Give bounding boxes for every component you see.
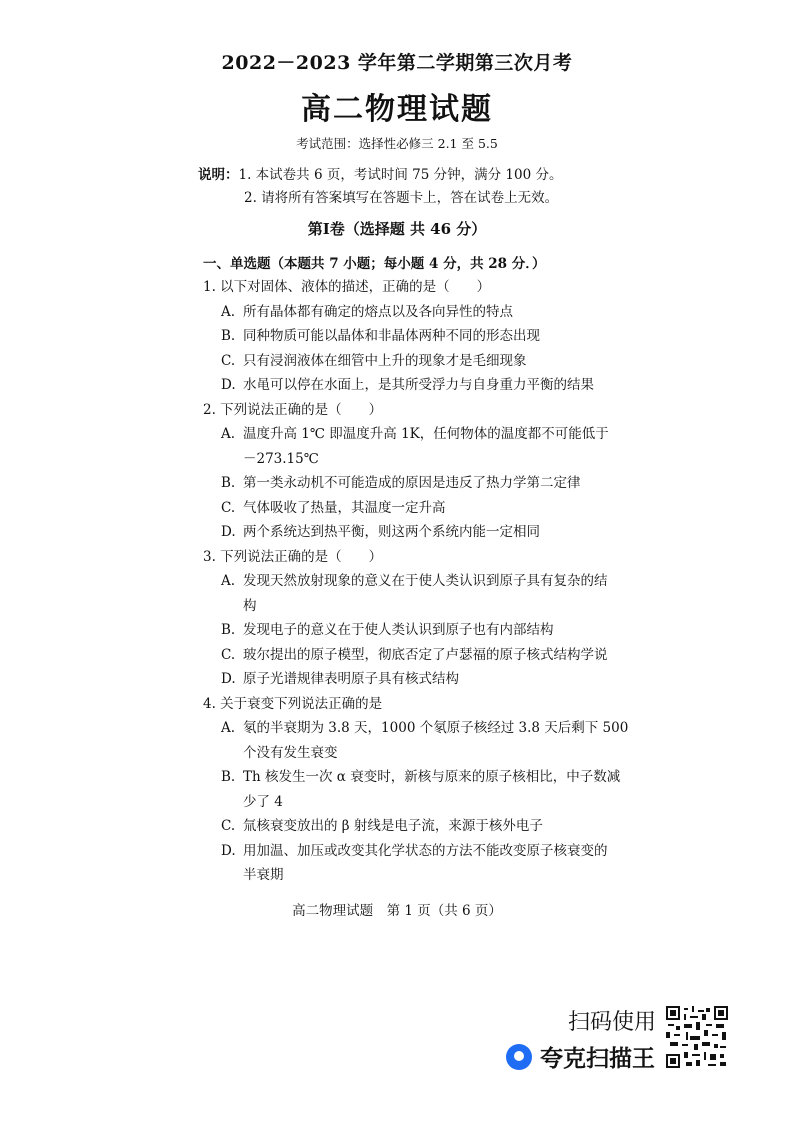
option-letter: D. <box>221 842 236 859</box>
option-letter: A. <box>221 573 236 589</box>
instructions <box>198 164 562 210</box>
option-letter: D. <box>221 671 236 687</box>
option <box>203 471 643 496</box>
option-letter: A. <box>221 426 236 442</box>
option-letter: B. <box>221 622 236 638</box>
option-letter: B. <box>221 475 236 491</box>
option-text: 只有浸润液体在细管中上升的现象才是毛细现象 <box>243 352 527 369</box>
option-letter: D. <box>221 377 236 393</box>
option <box>203 643 643 668</box>
option-text: Th 核发生一次 α 衰变时，新核与原来的原子核相比，中子数减 <box>243 769 621 785</box>
option <box>203 839 643 888</box>
question <box>203 275 643 398</box>
option-text: 同种物质可能以晶体和非晶体两种不同的形态出现 <box>243 328 540 344</box>
option <box>203 324 643 349</box>
option-text: 两个系统达到热平衡，则这两个系统内能一定相同 <box>243 524 540 540</box>
option <box>203 349 643 374</box>
option-text: 所有晶体都有确定的熔点以及各向异性的特点 <box>243 303 513 320</box>
option-continuation: 个没有发生衰变 <box>243 744 338 761</box>
question-stem: 1. 以下对固体、液体的描述，正确的是（ ） <box>203 279 491 295</box>
option-letter: B. <box>221 769 236 785</box>
option-text: 发现电子的意义在于使人类认识到原子也有内部结构 <box>243 622 554 638</box>
question <box>203 398 643 545</box>
question-stem: 4. 关于衰变下列说法正确的是 <box>203 695 383 712</box>
scan-label: 扫码使用 <box>568 1010 657 1035</box>
exam-scope: 考试范围：选择性必修三 2.1 至 5.5 <box>296 136 498 151</box>
question-list <box>203 275 643 888</box>
instructions-label: 说明： <box>198 167 239 183</box>
option-text: 原子光谱规律表明原子具有核式结构 <box>243 671 459 687</box>
option-continuation: 少了 4 <box>243 793 283 810</box>
option-text: 气体吸收了热量，其温度一定升高 <box>243 499 446 516</box>
option <box>203 496 643 521</box>
option-text: 发现天然放射现象的意义在于使人类认识到原子具有复杂的结 <box>243 573 608 589</box>
option-letter: A. <box>221 720 236 736</box>
option-continuation: －273.15℃ <box>243 450 319 467</box>
option-letter: B. <box>221 328 236 344</box>
question <box>203 692 643 888</box>
option-letter: C. <box>221 818 236 834</box>
option-continuation: 半衰期 <box>243 867 284 883</box>
brand-name: 夸克扫描王 <box>540 1046 655 1072</box>
subject-title: 高二物理试题 <box>301 92 493 127</box>
instruction-line-1: 1. 本试卷共 6 页，考试时间 75 分钟，满分 100 分。 <box>238 167 563 183</box>
option <box>203 618 643 643</box>
option-text: 氚核衰变放出的 β 射线是电子流，来源于核外电子 <box>243 818 543 834</box>
option <box>203 569 643 618</box>
quark-logo-icon <box>506 1044 532 1070</box>
option <box>203 667 643 692</box>
option <box>203 716 643 765</box>
option-letter: A. <box>221 303 236 320</box>
option-letter: C. <box>221 646 236 663</box>
section-title: 第Ⅰ卷（选择题 共 46 分） <box>307 220 487 238</box>
option-letter: D. <box>221 524 236 540</box>
option-text: 氡的半衰期为 3.8 天，1000 个氡原子核经过 3.8 天后剩下 500 <box>243 720 629 736</box>
exam-title: 2022－2023 学年第二学期第三次月考 <box>221 52 573 74</box>
option-text: 用加温、加压或改变其化学状态的方法不能改变原子核衰变的 <box>243 842 608 859</box>
option-letter: C. <box>221 352 236 369</box>
option <box>203 814 643 839</box>
option-text: 水黾可以停在水面上，是其所受浮力与自身重力平衡的结果 <box>243 377 594 393</box>
brand-logo <box>506 1040 655 1073</box>
option-letter: C. <box>221 499 236 516</box>
question-stem: 3. 下列说法正确的是（ ） <box>203 548 383 565</box>
option <box>203 300 643 325</box>
question-stem: 2. 下列说法正确的是（ ） <box>203 401 383 418</box>
option <box>203 765 643 814</box>
option <box>203 373 643 398</box>
part-title: 一、单选题（本题共 7 小题；每小题 4 分，共 28 分．） <box>203 256 546 272</box>
question <box>203 545 643 692</box>
option-text: 第一类永动机不可能造成的原因是违反了热力学第二定律 <box>243 475 581 491</box>
option <box>203 520 643 545</box>
page-footer: 高二物理试题 第 1 页（共 6 页） <box>292 903 502 919</box>
option-text: 温度升高 1℃ 即温度升高 1K，任何物体的温度都不可能低于 <box>243 426 609 442</box>
option <box>203 422 643 471</box>
option-text: 玻尔提出的原子模型，彻底否定了卢瑟福的原子核式结构学说 <box>243 646 608 663</box>
option-continuation: 构 <box>243 597 257 614</box>
instruction-line-2: 2. 请将所有答案填写在答题卡上，答在试卷上无效。 <box>244 190 559 206</box>
qr-code-icon[interactable] <box>666 1006 728 1068</box>
